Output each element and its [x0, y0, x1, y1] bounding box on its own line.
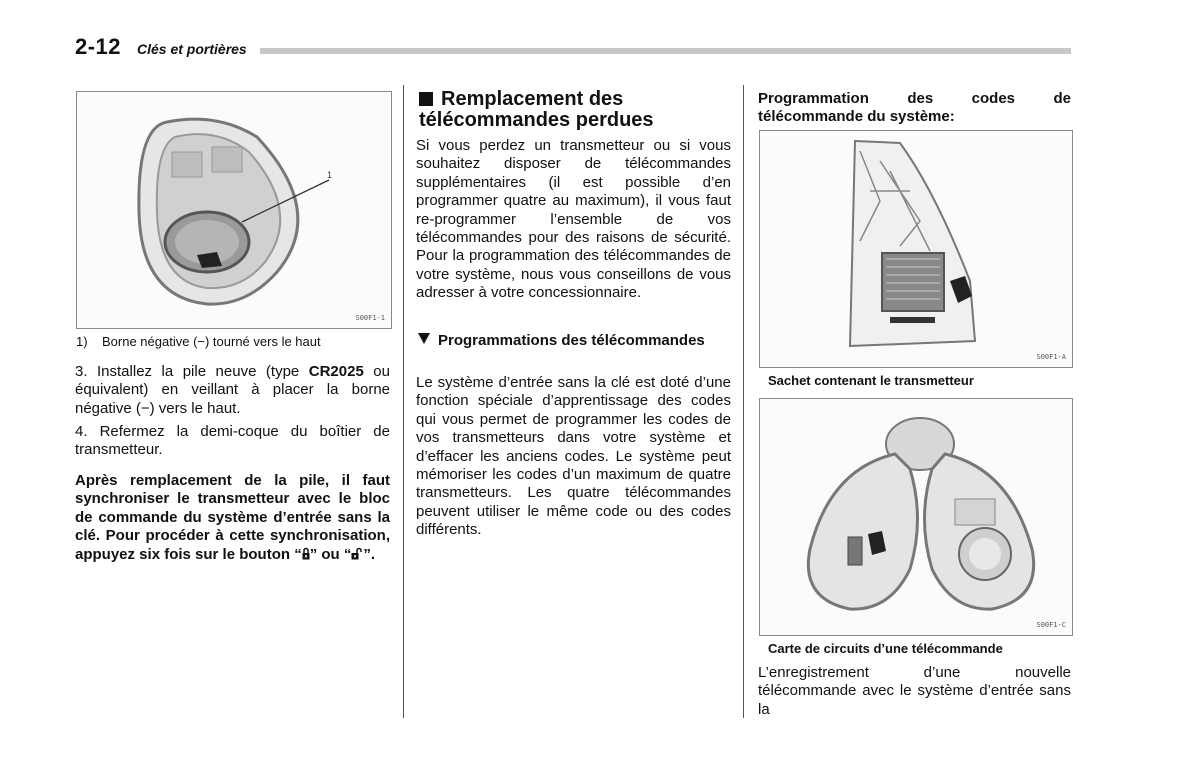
header-rule: [260, 48, 1071, 54]
page-header: [75, 34, 1071, 64]
subsection-heading: Programmations des télécommandes: [418, 332, 731, 350]
intro-paragraph: Si vous perdez un transmetteur ou si vous souhaitez disposer de télécommandes supplémentaires (il est possible d’en programmer quatre au maximum), il vous faut re-programmer l’ensemble de vos télécommandes pour des raisons de sécurité. Pour la programmation des télécommandes de votre système, nous vous conseillons de vous adresser à votre concessionnaire.: [416, 137, 731, 302]
lock-icon: [302, 547, 310, 560]
battery-figure: [76, 91, 392, 329]
figure-code: S00F1-A: [1036, 353, 1066, 361]
remote-halves-illustration: [760, 399, 1072, 635]
section-heading: Remplacement des télécommandes perdues: [419, 88, 654, 131]
programming-paragraph: Le système d’entrée sans la clé est doté d’une fonction spéciale d’apprentissage des codes qui vous permet de programmer les codes de vos transmetteurs dans votre système et d’effacer les anciens codes. Le système peut mémoriser les codes d’un maximum de quatre transmetteurs. Les quatre télécommandes peuvent utiliser le même code ou des codes différents.: [416, 374, 731, 539]
step-3: 3. Installez la pile neuve (type CR2025 ou équivalent) en veillant à placer la borne négative (−) vers le haut.: [75, 363, 390, 417]
figure-caption: 1) Borne négative (−) tourné vers le haut: [76, 334, 321, 349]
circuit-board-caption: Carte de circuits d’une télécommande: [768, 641, 1003, 656]
triangle-bullet-icon: [418, 333, 430, 344]
unlock-icon: [351, 547, 363, 560]
registration-paragraph: L’enregistrement d’une nouvelle télécommande avec le système d’entrée sans la: [758, 664, 1071, 718]
section-title: Clés et portières: [137, 41, 247, 57]
pouch-caption: Sachet contenant le transmetteur: [768, 373, 974, 388]
pouch-figure: [759, 130, 1073, 368]
circuit-board-figure: [759, 398, 1073, 636]
remote-open-illustration: [77, 92, 391, 328]
figure-code: S00F1-C: [1036, 621, 1066, 629]
svg-text:1: 1: [327, 170, 333, 180]
square-bullet-icon: [419, 92, 433, 106]
page-number: 2-12: [75, 34, 122, 59]
battery-model: CR2025: [308, 363, 364, 380]
step-4: 4. Refermez la demi-coque du boîtier de transmetteur.: [75, 423, 390, 459]
warning-note: Après remplacement de la pile, il faut synchroniser le transmetteur avec le bloc de commande du système d’entrée sans la clé. Pour procéder à cette synchronisation, appuyez six fois sur le bouton “ ” ou “ ”.: [75, 472, 390, 563]
transmitter-pouch-illustration: [760, 131, 1072, 367]
column-divider: [743, 85, 744, 718]
column-divider: [403, 85, 404, 718]
figure-code: S00F1-1: [355, 314, 385, 322]
right-heading: Programmation des codes de télécommande du système:: [758, 90, 1071, 125]
